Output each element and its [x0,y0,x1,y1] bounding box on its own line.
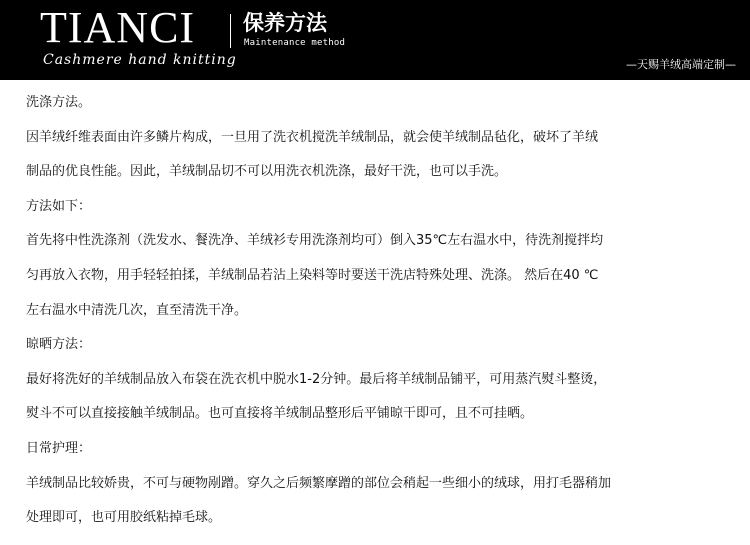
section-heading-drying: 晾晒方法： [26,337,92,353]
brand-tagline: Cashmere hand knitting [43,52,237,68]
text-line: 处理即可，也可用胶纸粘掉毛球。 [26,510,222,526]
text-line: 熨斗不可以直接接触羊绒制品。也可直接将羊绒制品整形后平铺晾干即可，且不可挂晒。 [26,406,534,422]
care-instructions [26,86,738,536]
text-line: 因羊绒纤维表面由许多鳞片构成，一旦用了洗衣机搅洗羊绒制品，就会使羊绒制品毡化，破坏了羊绒 [26,129,599,145]
page-subtitle: Maintenance method [244,38,346,48]
header-banner [0,0,750,80]
section-heading-washing: 洗涤方法。 [26,95,92,110]
text-line: 制品的优良性能。因此，羊绒制品切不可以用洗衣机洗涤，最好干洗，也可以手洗。 [26,164,508,180]
text-line: 匀再放入衣物，用手轻轻拍揉，羊绒制品若沾上染料等时要送干洗店特殊处理、洗涤。 然后在40 ℃ [26,267,599,283]
brand-logo: TIANCI [40,3,196,52]
section-heading-method: 方法如下： [26,198,92,214]
text-line: 羊绒制品比较娇贵，不可与硬物剐蹭。穿久之后频繁摩蹭的部位会稍起一些细小的绒球，用打毛器稍加 [26,475,612,491]
text-line: 首先将中性洗涤剂（洗发水、餐洗净、羊绒衫专用洗涤剂均可）倒入35℃左右温水中，待洗剂搅拌均 [26,233,604,249]
header-divider [230,14,231,48]
section-heading-daily-care: 日常护理： [26,440,92,456]
brand-slogan: —天赐羊绒高端定制— [626,58,736,71]
text-line: 左右温水中清洗几次，直至清洗干净。 [26,302,248,318]
text-line: 最好将洗好的羊绒制品放入布袋在洗衣机中脱水1-2分钟。最后将羊绒制品铺平，可用蒸汽熨斗整烫， [26,371,607,387]
page-title: 保养方法 [243,11,327,35]
